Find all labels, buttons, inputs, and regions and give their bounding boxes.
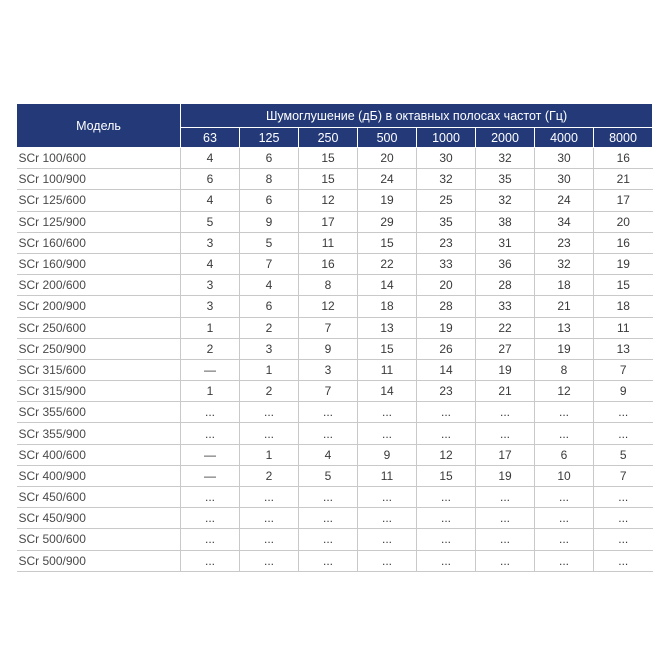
value-cell: 6	[240, 148, 299, 169]
value-cell: 11	[358, 359, 417, 380]
noise-reduction-table	[16, 103, 653, 572]
frequency-header: 2000	[476, 128, 535, 148]
value-cell: ...	[240, 529, 299, 550]
value-cell: 9	[358, 444, 417, 465]
value-cell: 19	[476, 359, 535, 380]
value-cell: 13	[594, 338, 653, 359]
value-cell: 30	[535, 169, 594, 190]
value-cell: ...	[181, 529, 240, 550]
value-cell: ...	[535, 423, 594, 444]
value-cell: 23	[417, 381, 476, 402]
model-cell: SCr 160/600	[17, 232, 181, 253]
value-cell: 19	[476, 465, 535, 486]
value-cell: ...	[535, 508, 594, 529]
value-cell: ...	[476, 508, 535, 529]
value-cell: 27	[476, 338, 535, 359]
value-cell: 4	[181, 190, 240, 211]
value-cell: 24	[535, 190, 594, 211]
value-cell: 15	[299, 169, 358, 190]
value-cell: 15	[358, 338, 417, 359]
value-cell: ...	[594, 529, 653, 550]
value-cell: ...	[240, 423, 299, 444]
value-cell: ...	[181, 550, 240, 571]
frequency-header: 125	[240, 128, 299, 148]
value-cell: ...	[476, 487, 535, 508]
value-cell: 2	[181, 338, 240, 359]
value-cell: ...	[299, 402, 358, 423]
value-cell: 32	[476, 190, 535, 211]
value-cell: 38	[476, 211, 535, 232]
value-cell: 33	[476, 296, 535, 317]
value-cell: 18	[358, 296, 417, 317]
value-cell: ...	[535, 487, 594, 508]
value-cell: 18	[535, 275, 594, 296]
value-cell: ...	[594, 423, 653, 444]
header-row-group	[17, 104, 653, 128]
value-cell: ...	[594, 550, 653, 571]
value-cell: 11	[358, 465, 417, 486]
value-cell: 11	[299, 232, 358, 253]
value-cell: 21	[476, 381, 535, 402]
value-cell: 4	[181, 253, 240, 274]
frequency-header: 4000	[535, 128, 594, 148]
table-row	[17, 487, 653, 508]
value-cell: ...	[476, 550, 535, 571]
value-cell: 30	[417, 148, 476, 169]
frequency-header: 63	[181, 128, 240, 148]
table-row	[17, 381, 653, 402]
table-row	[17, 529, 653, 550]
value-cell: ...	[299, 508, 358, 529]
value-cell: ...	[594, 487, 653, 508]
value-cell: ...	[240, 402, 299, 423]
value-cell: ...	[299, 550, 358, 571]
value-cell: ...	[594, 402, 653, 423]
value-cell: 2	[240, 381, 299, 402]
model-cell: SCr 450/600	[17, 487, 181, 508]
value-cell: 13	[358, 317, 417, 338]
value-cell: 24	[358, 169, 417, 190]
value-cell: 1	[181, 381, 240, 402]
value-cell: 9	[240, 211, 299, 232]
model-cell: SCr 125/900	[17, 211, 181, 232]
table-header	[17, 104, 653, 148]
value-cell: ...	[358, 550, 417, 571]
value-cell: ...	[358, 508, 417, 529]
value-cell: 1	[181, 317, 240, 338]
value-cell: 5	[240, 232, 299, 253]
value-cell: 17	[594, 190, 653, 211]
value-cell: 23	[417, 232, 476, 253]
value-cell: ...	[358, 487, 417, 508]
model-cell: SCr 160/900	[17, 253, 181, 274]
value-cell: 11	[594, 317, 653, 338]
model-cell: SCr 100/900	[17, 169, 181, 190]
value-cell: 32	[476, 148, 535, 169]
value-cell: ...	[181, 508, 240, 529]
value-cell: 20	[417, 275, 476, 296]
model-cell: SCr 200/900	[17, 296, 181, 317]
model-cell: SCr 200/600	[17, 275, 181, 296]
table-row	[17, 148, 653, 169]
value-cell: 17	[476, 444, 535, 465]
table-row	[17, 465, 653, 486]
model-cell: SCr 500/600	[17, 529, 181, 550]
value-cell: 32	[535, 253, 594, 274]
value-cell: ...	[299, 487, 358, 508]
model-cell: SCr 250/900	[17, 338, 181, 359]
value-cell: 6	[535, 444, 594, 465]
table-body	[17, 148, 653, 572]
value-cell: 4	[240, 275, 299, 296]
table-row	[17, 190, 653, 211]
value-cell: ...	[240, 550, 299, 571]
value-cell: 31	[476, 232, 535, 253]
table-row	[17, 423, 653, 444]
value-cell: 3	[240, 338, 299, 359]
value-cell: 12	[299, 296, 358, 317]
value-cell: ...	[476, 423, 535, 444]
value-cell: 23	[535, 232, 594, 253]
value-cell: ...	[358, 423, 417, 444]
value-cell: 16	[594, 232, 653, 253]
value-cell: 3	[299, 359, 358, 380]
table-row	[17, 317, 653, 338]
value-cell: ...	[358, 529, 417, 550]
noise-reduction-table-container	[16, 103, 652, 572]
value-cell: 17	[299, 211, 358, 232]
value-cell: 25	[417, 190, 476, 211]
value-cell: 3	[181, 296, 240, 317]
value-cell: ...	[417, 487, 476, 508]
value-cell: 14	[358, 275, 417, 296]
value-cell: 6	[181, 169, 240, 190]
table-row	[17, 444, 653, 465]
value-cell: —	[181, 444, 240, 465]
value-cell: 19	[535, 338, 594, 359]
value-cell: 22	[476, 317, 535, 338]
model-cell: SCr 315/900	[17, 381, 181, 402]
value-cell: 19	[417, 317, 476, 338]
value-cell: 36	[476, 253, 535, 274]
value-cell: 5	[299, 465, 358, 486]
value-cell: 4	[181, 148, 240, 169]
value-cell: 21	[535, 296, 594, 317]
value-cell: 4	[299, 444, 358, 465]
value-cell: ...	[417, 402, 476, 423]
value-cell: 5	[181, 211, 240, 232]
value-cell: 8	[299, 275, 358, 296]
model-cell: SCr 400/600	[17, 444, 181, 465]
value-cell: ...	[240, 508, 299, 529]
value-cell: ...	[535, 529, 594, 550]
value-cell: 29	[358, 211, 417, 232]
table-row	[17, 402, 653, 423]
value-cell: 7	[594, 465, 653, 486]
model-cell: SCr 125/600	[17, 190, 181, 211]
value-cell: 15	[594, 275, 653, 296]
table-row	[17, 232, 653, 253]
table-row	[17, 338, 653, 359]
value-cell: 34	[535, 211, 594, 232]
table-row	[17, 169, 653, 190]
table-row	[17, 275, 653, 296]
value-cell: 16	[299, 253, 358, 274]
value-cell: 2	[240, 465, 299, 486]
value-cell: 19	[594, 253, 653, 274]
model-cell: SCr 355/600	[17, 402, 181, 423]
value-cell: 8	[535, 359, 594, 380]
value-cell: 28	[417, 296, 476, 317]
value-cell: 7	[299, 317, 358, 338]
value-cell: ...	[476, 402, 535, 423]
value-cell: 15	[299, 148, 358, 169]
table-row	[17, 211, 653, 232]
model-cell: SCr 250/600	[17, 317, 181, 338]
value-cell: ...	[417, 529, 476, 550]
value-cell: ...	[240, 487, 299, 508]
value-cell: 5	[594, 444, 653, 465]
value-cell: 8	[240, 169, 299, 190]
value-cell: 18	[594, 296, 653, 317]
model-cell: SCr 100/600	[17, 148, 181, 169]
value-cell: 26	[417, 338, 476, 359]
value-cell: 2	[240, 317, 299, 338]
model-cell: SCr 315/600	[17, 359, 181, 380]
frequency-header: 8000	[594, 128, 653, 148]
value-cell: ...	[594, 508, 653, 529]
table-row	[17, 253, 653, 274]
value-cell: ...	[535, 550, 594, 571]
value-cell: 10	[535, 465, 594, 486]
value-cell: 6	[240, 296, 299, 317]
value-cell: 7	[240, 253, 299, 274]
value-cell: 3	[181, 275, 240, 296]
value-cell: 16	[594, 148, 653, 169]
noise-reduction-group-header: Шумоглушение (дБ) в октавных полосах частот (Гц)	[181, 104, 653, 128]
value-cell: 12	[417, 444, 476, 465]
value-cell: 15	[417, 465, 476, 486]
frequency-header: 500	[358, 128, 417, 148]
value-cell: 28	[476, 275, 535, 296]
value-cell: 12	[535, 381, 594, 402]
value-cell: 20	[594, 211, 653, 232]
value-cell: 1	[240, 444, 299, 465]
value-cell: 6	[240, 190, 299, 211]
value-cell: ...	[417, 550, 476, 571]
value-cell: ...	[358, 402, 417, 423]
model-column-header: Модель	[17, 104, 181, 148]
value-cell: 21	[594, 169, 653, 190]
frequency-header: 1000	[417, 128, 476, 148]
value-cell: 14	[358, 381, 417, 402]
value-cell: ...	[417, 423, 476, 444]
table-row	[17, 550, 653, 571]
value-cell: 15	[358, 232, 417, 253]
value-cell: 20	[358, 148, 417, 169]
table-row	[17, 508, 653, 529]
value-cell: 19	[358, 190, 417, 211]
value-cell: 30	[535, 148, 594, 169]
value-cell: 1	[240, 359, 299, 380]
value-cell: 7	[299, 381, 358, 402]
value-cell: —	[181, 359, 240, 380]
value-cell: ...	[299, 529, 358, 550]
value-cell: 14	[417, 359, 476, 380]
value-cell: 33	[417, 253, 476, 274]
value-cell: ...	[181, 423, 240, 444]
table-row	[17, 359, 653, 380]
value-cell: 35	[417, 211, 476, 232]
value-cell: 13	[535, 317, 594, 338]
value-cell: 9	[299, 338, 358, 359]
value-cell: 7	[594, 359, 653, 380]
model-cell: SCr 400/900	[17, 465, 181, 486]
model-cell: SCr 500/900	[17, 550, 181, 571]
value-cell: ...	[181, 402, 240, 423]
value-cell: 3	[181, 232, 240, 253]
value-cell: ...	[535, 402, 594, 423]
model-cell: SCr 450/900	[17, 508, 181, 529]
model-cell: SCr 355/900	[17, 423, 181, 444]
value-cell: —	[181, 465, 240, 486]
frequency-header: 250	[299, 128, 358, 148]
value-cell: 12	[299, 190, 358, 211]
value-cell: ...	[476, 529, 535, 550]
value-cell: ...	[417, 508, 476, 529]
value-cell: 22	[358, 253, 417, 274]
value-cell: ...	[181, 487, 240, 508]
value-cell: 35	[476, 169, 535, 190]
value-cell: 32	[417, 169, 476, 190]
table-row	[17, 296, 653, 317]
value-cell: ...	[299, 423, 358, 444]
value-cell: 9	[594, 381, 653, 402]
